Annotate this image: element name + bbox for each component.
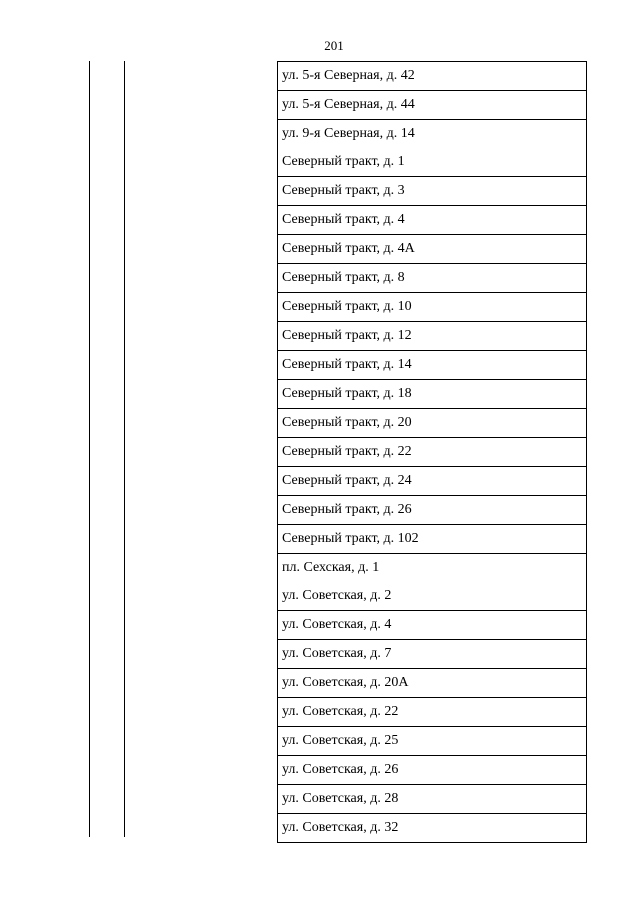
address-cell: ул. Советская, д. 28	[278, 785, 587, 814]
address-cell: ул. 5-я Северная, д. 42	[278, 62, 587, 91]
table-row	[278, 496, 587, 525]
table-row	[278, 525, 587, 554]
address-cell: Северный тракт, д. 26	[278, 496, 587, 525]
address-cell: ул. Советская, д. 7	[278, 640, 587, 669]
table-row	[278, 206, 587, 235]
table-row	[278, 640, 587, 669]
address-cell: Северный тракт, д. 14	[278, 351, 587, 380]
table-row	[278, 293, 587, 322]
table-row	[278, 322, 587, 351]
table-row	[278, 177, 587, 206]
address-cell: ул. Советская, д. 32	[278, 814, 587, 843]
table-row	[278, 235, 587, 264]
table-row	[278, 727, 587, 756]
table-row	[278, 467, 587, 496]
table-row	[278, 785, 587, 814]
table-row	[278, 611, 587, 640]
address-cell: ул. Советская, д. 22	[278, 698, 587, 727]
table-row	[278, 756, 587, 785]
address-cell: Северный тракт, д. 4А	[278, 235, 587, 264]
table-row	[278, 380, 587, 409]
table-row	[278, 351, 587, 380]
address-cell: Северный тракт, д. 10	[278, 293, 587, 322]
table-row	[278, 148, 587, 177]
page-number: 201	[324, 38, 344, 53]
address-cell: ул. Советская, д. 2	[278, 582, 587, 611]
table-row	[278, 409, 587, 438]
address-table	[277, 61, 587, 843]
address-cell: Северный тракт, д. 1	[278, 148, 587, 177]
table-column-border-2	[124, 61, 125, 837]
address-cell: ул. Советская, д. 20А	[278, 669, 587, 698]
table-row	[278, 62, 587, 91]
table-row	[278, 669, 587, 698]
table-row	[278, 554, 587, 583]
address-cell: ул. Советская, д. 4	[278, 611, 587, 640]
address-cell: ул. 5-я Северная, д. 44	[278, 91, 587, 120]
address-cell: пл. Сехская, д. 1	[278, 554, 587, 583]
address-cell: Северный тракт, д. 24	[278, 467, 587, 496]
table-row	[278, 120, 587, 149]
table-column-border-1	[89, 61, 90, 837]
address-table-body	[278, 62, 587, 843]
table-row	[278, 264, 587, 293]
table-row	[278, 91, 587, 120]
address-cell: Северный тракт, д. 8	[278, 264, 587, 293]
address-cell: ул. Советская, д. 25	[278, 727, 587, 756]
address-cell: Северный тракт, д. 12	[278, 322, 587, 351]
table-row	[278, 582, 587, 611]
address-cell: Северный тракт, д. 4	[278, 206, 587, 235]
address-cell: Северный тракт, д. 20	[278, 409, 587, 438]
table-row	[278, 698, 587, 727]
address-cell: Северный тракт, д. 3	[278, 177, 587, 206]
table-row	[278, 814, 587, 843]
address-cell: Северный тракт, д. 102	[278, 525, 587, 554]
table-row	[278, 438, 587, 467]
address-cell: Северный тракт, д. 18	[278, 380, 587, 409]
address-cell: ул. Советская, д. 26	[278, 756, 587, 785]
address-cell: ул. 9-я Северная, д. 14	[278, 120, 587, 149]
address-cell: Северный тракт, д. 22	[278, 438, 587, 467]
